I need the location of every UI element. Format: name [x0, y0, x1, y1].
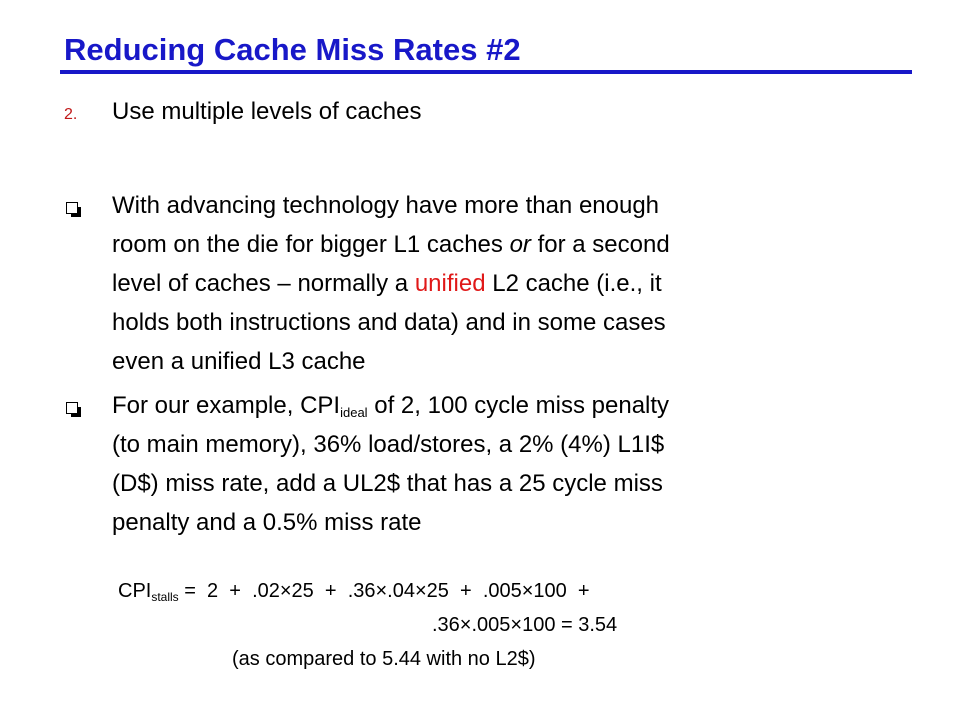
bullet2-line3: (D$) miss rate, add a UL2$ that has a 25 cycle miss	[112, 470, 663, 497]
unified-highlight: unified	[414, 270, 486, 297]
title-underline	[60, 70, 912, 74]
bullet1-line4: holds both instructions and data) and in some cases	[112, 309, 666, 336]
equation-line2: .36×.005×100 = 3.54	[432, 614, 618, 636]
bullet2-line4: penalty and a 0.5% miss rate	[112, 509, 422, 536]
bullet2-line2: (to main memory), 36% load/stores, a 2% (4%) L1I$	[112, 431, 665, 458]
bullet2-line1: For our example, $CPI_{ideal}$ of 2, 100 cycle miss penalty	[112, 392, 670, 420]
bullet1-line2: room on the die for bigger L1 caches or for a second	[112, 231, 670, 258]
bullet1-line1: With advancing technology have more than enough	[112, 192, 660, 219]
item-number: 2.	[64, 106, 78, 123]
item-text: Use multiple levels of caches	[112, 98, 422, 125]
slide-title: Reducing Cache Miss Rates #2	[64, 32, 521, 67]
equation-note: (as compared to 5.44 with no L2$)	[232, 648, 536, 670]
square-bullet-icon	[66, 402, 78, 414]
bullet1-line5: even a unified L3 cache	[112, 348, 366, 375]
bullet1-line3: level of caches – normally a unified L2 cache (i.e., it	[112, 270, 662, 297]
equation-line1: $CPI_{stalls} = 2 + .02\times 25 + .36\times.04\times 25 + .005\times 100$ +	[118, 580, 590, 604]
square-bullet-icon	[66, 202, 78, 214]
